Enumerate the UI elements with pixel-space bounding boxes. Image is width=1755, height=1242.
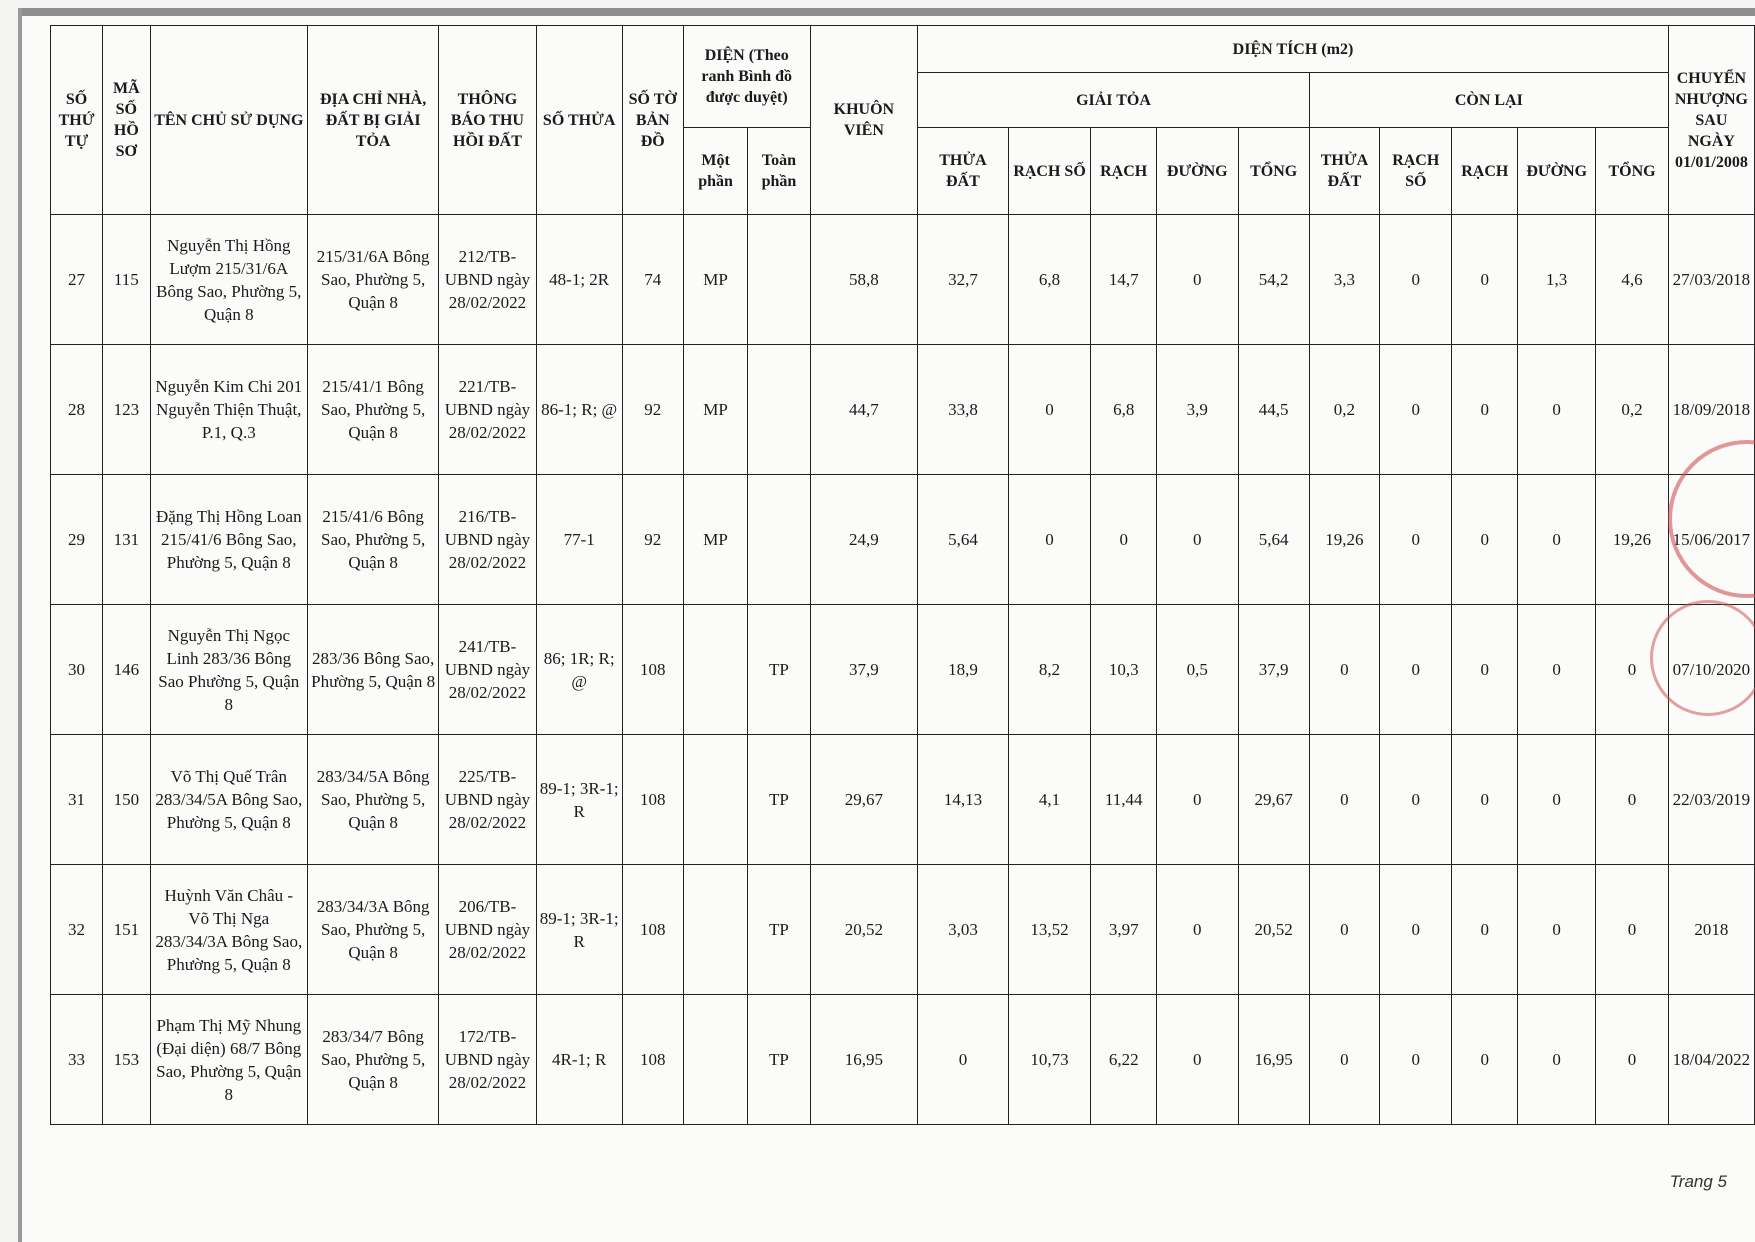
cell-tb: 212/TB-UBND ngày 28/02/2022 <box>439 215 536 345</box>
cell-to: 92 <box>622 475 683 605</box>
header-ma-ho-so: MÃ SỐ HỒ SƠ <box>103 26 151 215</box>
cell-gt-duong: 0 <box>1157 735 1239 865</box>
cell-cl-tong: 0 <box>1596 995 1669 1125</box>
cell-gt-rach: 10,3 <box>1091 605 1157 735</box>
cell-thua: 86; 1R; R; @ <box>536 605 622 735</box>
cell-kv: 16,95 <box>810 995 918 1125</box>
cell-ma: 115 <box>103 215 151 345</box>
cell-cl-tong: 0 <box>1596 605 1669 735</box>
cell-mp: MP <box>683 215 748 345</box>
cell-ma: 150 <box>103 735 151 865</box>
cell-mp: MP <box>683 345 748 475</box>
cell-cn: 07/10/2020 <box>1668 605 1754 735</box>
cell-cl-rachso: 0 <box>1380 995 1452 1125</box>
cell-cl-duong: 0 <box>1518 605 1596 735</box>
cell-stt: 27 <box>51 215 103 345</box>
cell-dia-chi: 283/34/7 Bông Sao, Phường 5, Quận 8 <box>307 995 438 1125</box>
cell-cl-rach: 0 <box>1452 735 1518 865</box>
cell-stt: 32 <box>51 865 103 995</box>
cell-ten: Phạm Thị Mỹ Nhung (Đại diện) 68/7 Bông Sao, Phường 5, Quận 8 <box>150 995 307 1125</box>
cell-tb: 216/TB-UBND ngày 28/02/2022 <box>439 475 536 605</box>
cell-gt-duong: 0 <box>1157 215 1239 345</box>
cell-gt-rachso: 0 <box>1008 475 1091 605</box>
header-row-1 <box>51 26 1755 73</box>
cell-dia-chi: 283/36 Bông Sao, Phường 5, Quận 8 <box>307 605 438 735</box>
header-gt-rach: RẠCH <box>1091 128 1157 215</box>
table-body <box>51 215 1755 1125</box>
header-chuyen-nhuong: CHUYỂN NHƯỢNG SAU NGÀY 01/01/2008 <box>1668 26 1754 215</box>
cell-cl-rachso: 0 <box>1380 345 1452 475</box>
cell-gt-rach: 0 <box>1091 475 1157 605</box>
cell-cl-thua: 19,26 <box>1309 475 1379 605</box>
cell-gt-rach: 6,8 <box>1091 345 1157 475</box>
cell-mp <box>683 605 748 735</box>
cell-thua: 89-1; 3R-1; R <box>536 735 622 865</box>
cell-cl-thua: 0,2 <box>1309 345 1379 475</box>
cell-cl-tong: 0 <box>1596 735 1669 865</box>
cell-thua: 77-1 <box>536 475 622 605</box>
cell-ma: 151 <box>103 865 151 995</box>
cell-gt-rachso: 13,52 <box>1008 865 1091 995</box>
cell-gt-rach: 3,97 <box>1091 865 1157 995</box>
cell-cl-rachso: 0 <box>1380 475 1452 605</box>
cell-to: 74 <box>622 215 683 345</box>
cell-cn: 22/03/2019 <box>1668 735 1754 865</box>
cell-stt: 29 <box>51 475 103 605</box>
header-ten-chu: TÊN CHỦ SỬ DỤNG <box>150 26 307 215</box>
cell-cn: 2018 <box>1668 865 1754 995</box>
cell-gt-rach: 11,44 <box>1091 735 1157 865</box>
cell-gt-duong: 3,9 <box>1157 345 1239 475</box>
cell-to: 108 <box>622 735 683 865</box>
header-dien-tich: DIỆN TÍCH (m2) <box>918 26 1669 73</box>
header-cl-thua-dat: THỬA ĐẤT <box>1309 128 1379 215</box>
cell-stt: 31 <box>51 735 103 865</box>
cell-mp <box>683 865 748 995</box>
header-cl-tong: TỔNG <box>1596 128 1669 215</box>
cell-tb: 241/TB-UBND ngày 28/02/2022 <box>439 605 536 735</box>
cell-stt: 30 <box>51 605 103 735</box>
header-cl-rach-so: RẠCH SỐ <box>1380 128 1452 215</box>
cell-gt-rachso: 8,2 <box>1008 605 1091 735</box>
header-toan-phan: Toàn phần <box>748 128 810 215</box>
cell-cn: 18/04/2022 <box>1668 995 1754 1125</box>
cell-ten: Võ Thị Quế Trân 283/34/5A Bông Sao, Phường 5, Quận 8 <box>150 735 307 865</box>
table-row <box>51 865 1755 995</box>
cell-dia-chi: 215/41/1 Bông Sao, Phường 5, Quận 8 <box>307 345 438 475</box>
cell-cl-duong: 0 <box>1518 735 1596 865</box>
cell-gt-thua: 32,7 <box>918 215 1009 345</box>
header-con-lai: CÒN LẠI <box>1309 73 1668 128</box>
cell-ma: 153 <box>103 995 151 1125</box>
cell-gt-duong: 0 <box>1157 995 1239 1125</box>
header-gt-duong: ĐƯỜNG <box>1157 128 1239 215</box>
cell-kv: 58,8 <box>810 215 918 345</box>
cell-gt-tong: 44,5 <box>1238 345 1309 475</box>
cell-ma: 146 <box>103 605 151 735</box>
cell-tp: TP <box>748 995 810 1125</box>
table-row <box>51 345 1755 475</box>
cell-cl-duong: 1,3 <box>1518 215 1596 345</box>
table-row <box>51 735 1755 865</box>
cell-thua: 48-1; 2R <box>536 215 622 345</box>
cell-gt-thua: 0 <box>918 995 1009 1125</box>
cell-cl-rachso: 0 <box>1380 605 1452 735</box>
cell-cl-tong: 19,26 <box>1596 475 1669 605</box>
cell-cl-rach: 0 <box>1452 995 1518 1125</box>
cell-ten: Nguyễn Kim Chi 201 Nguyễn Thiện Thuật, P.1, Q.3 <box>150 345 307 475</box>
cell-to: 108 <box>622 605 683 735</box>
cell-gt-thua: 3,03 <box>918 865 1009 995</box>
cell-gt-tong: 16,95 <box>1238 995 1309 1125</box>
cell-gt-thua: 33,8 <box>918 345 1009 475</box>
cell-kv: 37,9 <box>810 605 918 735</box>
cell-cl-rach: 0 <box>1452 865 1518 995</box>
cell-tp: TP <box>748 605 810 735</box>
cell-cl-rachso: 0 <box>1380 865 1452 995</box>
compensation-table <box>50 25 1755 1125</box>
cell-thua: 4R-1; R <box>536 995 622 1125</box>
cell-cl-thua: 3,3 <box>1309 215 1379 345</box>
header-so-thua: SỐ THỬA <box>536 26 622 215</box>
header-dien: DIỆN (Theo ranh Bình đồ được duyệt) <box>683 26 810 128</box>
cell-kv: 24,9 <box>810 475 918 605</box>
cell-dia-chi: 215/41/6 Bông Sao, Phường 5, Quận 8 <box>307 475 438 605</box>
cell-gt-thua: 14,13 <box>918 735 1009 865</box>
cell-ma: 131 <box>103 475 151 605</box>
cell-cl-rachso: 0 <box>1380 735 1452 865</box>
cell-gt-duong: 0,5 <box>1157 605 1239 735</box>
cell-tp <box>748 215 810 345</box>
cell-gt-duong: 0 <box>1157 475 1239 605</box>
cell-tp: TP <box>748 735 810 865</box>
cell-gt-tong: 37,9 <box>1238 605 1309 735</box>
header-gt-rach-so: RẠCH SỐ <box>1008 128 1091 215</box>
cell-tb: 206/TB-UBND ngày 28/02/2022 <box>439 865 536 995</box>
cell-ten: Nguyễn Thị Hồng Lượm 215/31/6A Bông Sao, Phường 5, Quận 8 <box>150 215 307 345</box>
cell-mp <box>683 995 748 1125</box>
header-stt: SỐ THỨ TỰ <box>51 26 103 215</box>
scan-edge-top <box>18 8 1755 16</box>
cell-tp <box>748 345 810 475</box>
cell-gt-tong: 5,64 <box>1238 475 1309 605</box>
cell-cn: 18/09/2018 <box>1668 345 1754 475</box>
header-dia-chi: ĐỊA CHỈ NHÀ, ĐẤT BỊ GIẢI TỎA <box>307 26 438 215</box>
cell-gt-tong: 54,2 <box>1238 215 1309 345</box>
cell-dia-chi: 283/34/3A Bông Sao, Phường 5, Quận 8 <box>307 865 438 995</box>
header-thong-bao: THÔNG BÁO THU HỒI ĐẤT <box>439 26 536 215</box>
cell-tb: 172/TB-UBND ngày 28/02/2022 <box>439 995 536 1125</box>
cell-gt-rach: 6,22 <box>1091 995 1157 1125</box>
cell-cl-duong: 0 <box>1518 995 1596 1125</box>
cell-dia-chi: 215/31/6A Bông Sao, Phường 5, Quận 8 <box>307 215 438 345</box>
cell-ten: Nguyễn Thị Ngọc Linh 283/36 Bông Sao Phường 5, Quận 8 <box>150 605 307 735</box>
cell-ma: 123 <box>103 345 151 475</box>
cell-cl-thua: 0 <box>1309 995 1379 1125</box>
cell-stt: 33 <box>51 995 103 1125</box>
cell-kv: 44,7 <box>810 345 918 475</box>
cell-to: 108 <box>622 865 683 995</box>
header-cl-rach: RẠCH <box>1452 128 1518 215</box>
header-mot-phan: Một phần <box>683 128 748 215</box>
cell-cl-tong: 0 <box>1596 865 1669 995</box>
header-cl-duong: ĐƯỜNG <box>1518 128 1596 215</box>
header-gt-tong: TỔNG <box>1238 128 1309 215</box>
cell-thua: 89-1; 3R-1; R <box>536 865 622 995</box>
cell-cl-rach: 0 <box>1452 605 1518 735</box>
cell-to: 92 <box>622 345 683 475</box>
cell-gt-thua: 18,9 <box>918 605 1009 735</box>
cell-ten: Huỳnh Văn Châu - Võ Thị Nga 283/34/3A Bông Sao, Phường 5, Quận 8 <box>150 865 307 995</box>
cell-gt-rachso: 10,73 <box>1008 995 1091 1125</box>
cell-kv: 20,52 <box>810 865 918 995</box>
cell-to: 108 <box>622 995 683 1125</box>
cell-cl-thua: 0 <box>1309 605 1379 735</box>
cell-cl-thua: 0 <box>1309 865 1379 995</box>
cell-thua: 86-1; R; @ <box>536 345 622 475</box>
table-row <box>51 215 1755 345</box>
cell-gt-tong: 29,67 <box>1238 735 1309 865</box>
cell-cl-duong: 0 <box>1518 345 1596 475</box>
cell-kv: 29,67 <box>810 735 918 865</box>
cell-cl-rach: 0 <box>1452 475 1518 605</box>
cell-gt-rach: 14,7 <box>1091 215 1157 345</box>
cell-tp: TP <box>748 865 810 995</box>
cell-cl-tong: 0,2 <box>1596 345 1669 475</box>
cell-cn: 27/03/2018 <box>1668 215 1754 345</box>
red-seal-stamp-partial <box>1650 600 1755 716</box>
cell-gt-duong: 0 <box>1157 865 1239 995</box>
cell-tb: 221/TB-UBND ngày 28/02/2022 <box>439 345 536 475</box>
header-so-to: SỐ TỜ BẢN ĐỒ <box>622 26 683 215</box>
cell-stt: 28 <box>51 345 103 475</box>
cell-mp: MP <box>683 475 748 605</box>
header-khuon-vien: KHUÔN VIÊN <box>810 26 918 215</box>
cell-gt-rachso: 6,8 <box>1008 215 1091 345</box>
cell-cl-rachso: 0 <box>1380 215 1452 345</box>
cell-cl-rach: 0 <box>1452 215 1518 345</box>
cell-mp <box>683 735 748 865</box>
cell-gt-rachso: 4,1 <box>1008 735 1091 865</box>
cell-ten: Đặng Thị Hồng Loan 215/41/6 Bông Sao, Phường 5, Quận 8 <box>150 475 307 605</box>
table-row <box>51 995 1755 1125</box>
header-giai-toa: GIẢI TỎA <box>918 73 1310 128</box>
cell-cl-tong: 4,6 <box>1596 215 1669 345</box>
cell-dia-chi: 283/34/5A Bông Sao, Phường 5, Quận 8 <box>307 735 438 865</box>
cell-tp <box>748 475 810 605</box>
cell-gt-rachso: 0 <box>1008 345 1091 475</box>
cell-cn: 15/06/2017 <box>1668 475 1754 605</box>
cell-cl-rach: 0 <box>1452 345 1518 475</box>
cell-cl-duong: 0 <box>1518 865 1596 995</box>
cell-gt-thua: 5,64 <box>918 475 1009 605</box>
cell-gt-tong: 20,52 <box>1238 865 1309 995</box>
page-number: Trang 5 <box>1669 1172 1727 1191</box>
header-gt-thua-dat: THỬA ĐẤT <box>918 128 1009 215</box>
cell-cl-duong: 0 <box>1518 475 1596 605</box>
table-row <box>51 605 1755 735</box>
table-row <box>51 475 1755 605</box>
cell-cl-thua: 0 <box>1309 735 1379 865</box>
cell-tb: 225/TB-UBND ngày 28/02/2022 <box>439 735 536 865</box>
